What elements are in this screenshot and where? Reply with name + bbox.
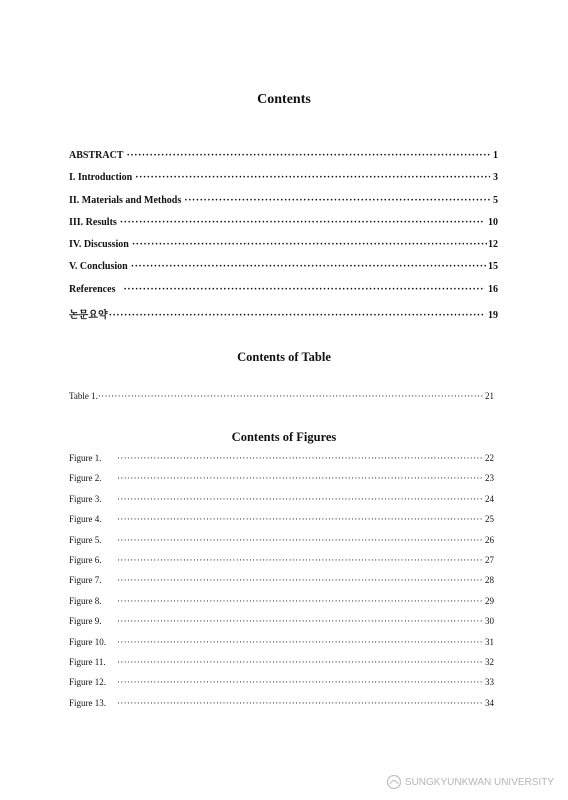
figure-entry[interactable] [69,473,494,493]
figure-entry[interactable] [69,698,494,718]
figure-entry[interactable] [69,657,494,677]
figure-entry[interactable] [69,555,494,575]
figure-entry-page: 27 [485,554,494,565]
dot-leader [117,535,482,545]
figure-entry-page: 23 [485,473,494,484]
toc-entry-page: 19 [488,310,498,322]
figure-entry-label: Figure 4. [69,514,102,525]
toc-entry-conclusion[interactable] [69,261,498,283]
toc-entry-page: 3 [493,172,498,184]
toc-entry-page: 5 [493,194,498,206]
dot-leader [135,172,490,183]
figure-entry[interactable] [69,535,494,555]
table-entry-label: Table 1. [69,391,98,401]
figure-entry-page: 33 [485,677,494,688]
figure-entry-page: 22 [485,453,494,463]
toc-entry-label: ABSTRACT [69,150,124,161]
figure-entry-label: Figure 1. [69,453,102,463]
dot-leader [117,575,482,585]
figure-entry-page: 30 [485,616,494,627]
dot-leader [123,284,485,295]
toc-entry-page: 16 [488,283,498,295]
dot-leader [117,698,482,708]
toc-entry-page: 15 [488,261,498,273]
figure-entry[interactable] [69,514,494,534]
toc-entry-page: 1 [493,150,498,161]
table-entry-page: 21 [485,391,494,401]
dot-leader [117,555,482,565]
dot-leader [117,657,482,667]
toc-entry-label: I. Introduction [69,172,133,184]
dot-leader [117,514,482,524]
university-emblem-icon [386,774,402,790]
figure-entry[interactable] [69,616,494,636]
figures-list [69,453,494,718]
dot-leader [117,473,482,483]
figure-entry-label: Figure 3. [69,493,102,504]
dot-leader [131,261,488,272]
figure-entry[interactable] [69,494,494,514]
dot-leader [132,239,488,250]
toc-entry-introduction[interactable] [69,172,498,194]
toc-entry-label: V. Conclusion [69,261,128,273]
toc-entry-abstract[interactable] [69,150,498,172]
figure-entry-label: Figure 5. [69,534,102,545]
dot-leader [109,310,485,321]
figure-entry-label: Figure 13. [69,697,106,708]
figure-entry-label: Figure 9. [69,616,102,627]
figures-section-title: Contents of Figures [231,430,337,444]
university-logo [386,774,554,790]
toc-entry-page: 10 [488,216,498,228]
dot-leader [98,391,483,401]
toc-entry-label: IV. Discussion [69,239,129,251]
figure-entry[interactable] [69,677,494,697]
toc-entry-label: III. Results [69,216,117,228]
figure-entry[interactable] [69,596,494,616]
tables-section-title: Contents of Table [237,350,331,364]
table-entry[interactable] [69,391,494,401]
toc-entry-label: II. Materials and Methods [69,194,182,206]
dot-leader [117,494,482,504]
figure-entry-page: 28 [485,575,494,586]
dot-leader [184,195,490,206]
toc-entry-discussion[interactable] [69,239,498,261]
figure-entry-page: 32 [485,656,494,667]
figure-entry-label: Figure 6. [69,554,102,565]
toc-entry-materials-methods[interactable] [69,195,498,217]
figure-entry-label: Figure 2. [69,473,102,484]
dot-leader [117,637,482,647]
figure-entry[interactable] [69,637,494,657]
figure-entry-page: 29 [485,595,494,606]
dot-leader [117,677,482,687]
figure-entry-page: 24 [485,493,494,504]
figure-entry[interactable] [69,575,494,595]
dot-leader [120,217,485,228]
figure-entry-label: Figure 12. [69,677,106,688]
toc-entry-korean-summary[interactable] [69,306,498,328]
toc-entry-label: 논문요약 [69,310,108,322]
figure-entry-label: Figure 10. [69,636,106,647]
main-toc [69,150,498,328]
dot-leader [117,596,482,606]
figure-entry-page: 26 [485,534,494,545]
dot-leader [126,150,490,161]
dot-leader [117,616,482,626]
toc-entry-label: References [69,283,116,295]
figure-entry-label: Figure 11. [69,656,106,667]
page-title: Contents [257,92,311,107]
toc-entry-references[interactable] [69,284,498,306]
toc-entry-page: 12 [488,239,498,251]
figure-entry[interactable] [69,453,494,473]
dot-leader [117,453,482,463]
university-name: SUNGKYUNKWAN UNIVERSITY [404,776,554,788]
tables-list [69,391,494,401]
figure-entry-page: 31 [485,636,494,647]
toc-entry-results[interactable] [69,217,498,239]
figure-entry-page: 34 [485,697,494,708]
figure-entry-label: Figure 7. [69,575,102,586]
figure-entry-label: Figure 8. [69,595,102,606]
figure-entry-page: 25 [485,514,494,525]
